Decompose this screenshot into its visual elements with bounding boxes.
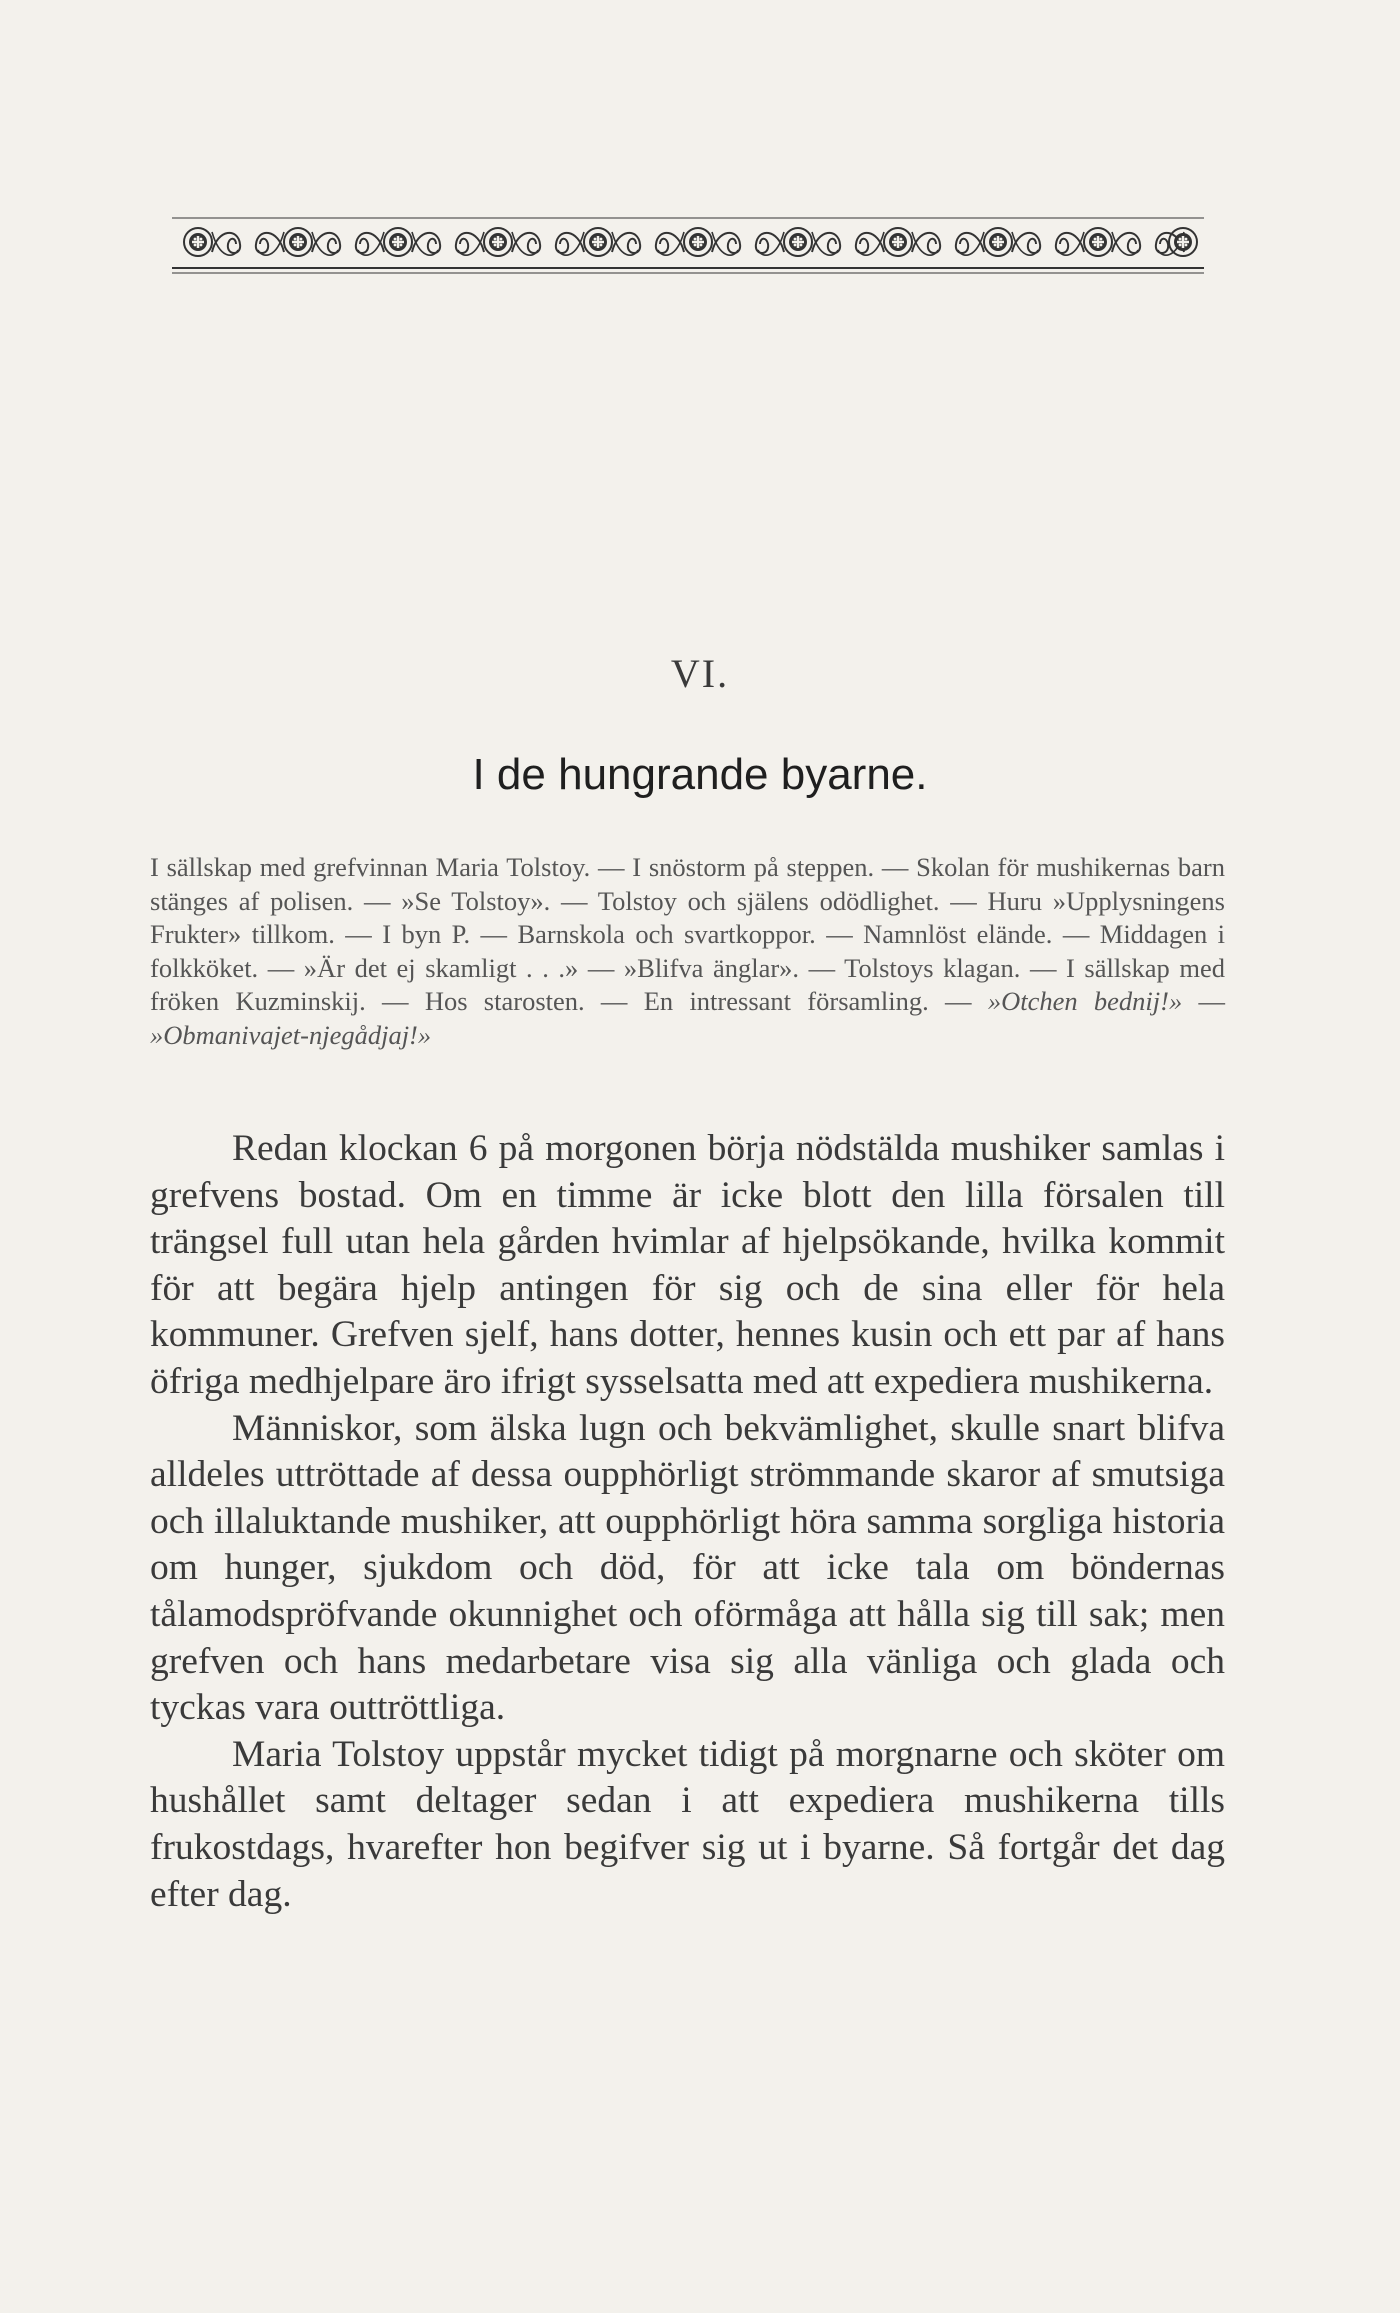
paragraph: Människor, som älska lugn och bekvämlighet, skulle snart blifva alldeles uttröttade af dessa oupphörligt strömmande skaror af smutsiga och illaluktande mushiker, att oupphörligt höra samma sorgliga historia om hunger, sjukdom och död, för att icke tala om böndernas tålamodspröfvande okunnighet och oförmåga att hålla sig till sak; men grefven och hans medarbetare visa sig alla vänliga och glada och tyckas vara outtröttliga. [150,1407,1225,1729]
chapter-number: VI. [670,651,730,696]
paragraph: Redan klockan 6 på morgonen börja nödstälda mushiker samlas i grefvens bostad. Om en timme är icke blott den lilla försalen till trängsel full utan hela gården hvimlar af hjelpsökande, hvilka kommit för att begära hjelp antingen för sig och de sina eller för hela kommuner. Grefven sjelf, hans dotter, hennes kusin och ett par af hans öfriga medhjelpare äro ifrigt sysselsatta med att expediera mushikerna. [150,1128,1225,1402]
summary-quote-otchen: »Otchen bednij!» [987,986,1183,1016]
summary-separator: — [1182,986,1225,1016]
body-text [150,1126,1225,1918]
decorative-header-ornament [168,212,1208,276]
paragraph: Maria Tolstoy uppstår mycket tidigt på morgnarne och sköter om hushållet samt deltager sedan i att expediera mushikerna tills frukostdags, hvarefter hon begifver sig ut i byarne. Så fortgår det dag efter dag. [150,1733,1225,1915]
summary-quote-obmanivajet: »Obmanivajet-njegådjaj!» [150,1019,432,1050]
chapter-summary [150,851,1225,1052]
summary-text: I sällskap med grefvinnan Maria Tolstoy. — I snöstorm på steppen. — Skolan för mushikernas barn stänges af polisen. — »Se Tolstoy». — Tolstoy och själens odödlighet. — Huru »Upplysningens Frukter» tillkom. — I byn P. — Barnskola och svartkoppor. — Namnlöst elände. — Middagen i folkköket. — »Är det ej skamligt . . .» — »Blifva änglar». — Tolstoys klagan. — I sällskap med fröken Kuzminskij. — Hos starosten. — En intressant församling. — [150,852,1225,1016]
chapter-title: I de hungrande byarne. [472,750,928,799]
